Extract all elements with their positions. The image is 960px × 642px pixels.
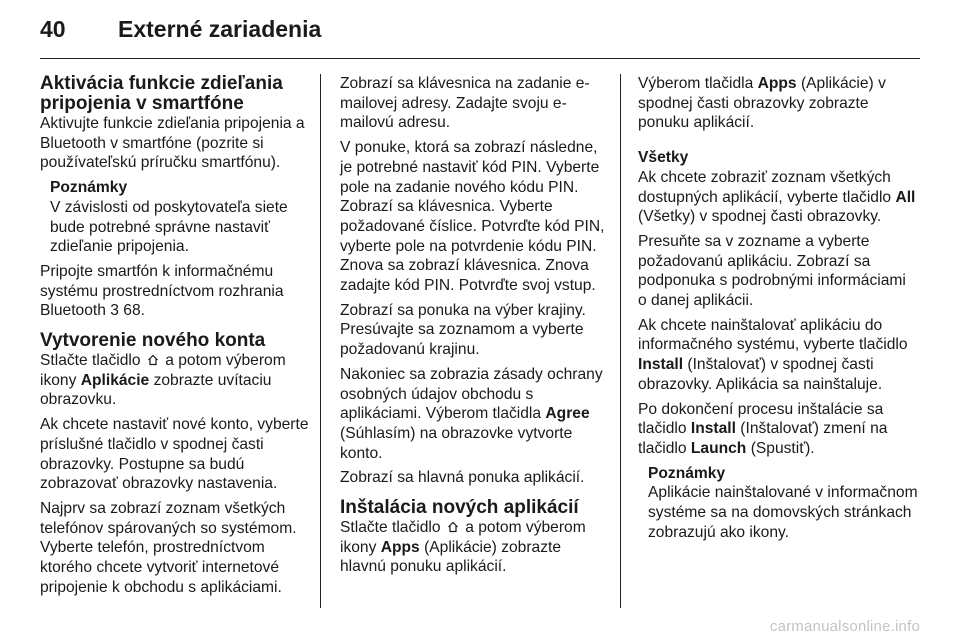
column-2	[340, 74, 610, 582]
bold-term: Install	[690, 420, 736, 438]
text: (Všetky) v spodnej časti obrazovky.	[638, 208, 882, 226]
paragraph: Ak chcete nastaviť nové konto, vyberte príslušné tlačidlo v spodnej časti obrazovky. Postupne sa budú zobrazovať obrazovky nastavenia.	[40, 416, 309, 493]
text: zobrazte uvítaciu obrazovku.	[40, 371, 272, 409]
paragraph: Aktivujte funkcie zdieľania pripojenia a Bluetooth v smartfóne (pozrite si používateľskú príručku smartfónu).	[40, 115, 305, 172]
page-ref: 68.	[123, 302, 145, 320]
text: (Aplikácie) v spodnej časti obrazovky zobrazte ponuku aplikácií.	[638, 75, 886, 132]
paragraph	[40, 262, 310, 321]
paragraph	[340, 365, 610, 464]
text: Pripojte smartfón k informačnému systému prostredníctvom rozhrania Bluetooth	[40, 262, 284, 320]
paragraph	[638, 400, 918, 459]
text: (Inštalovať) v spodnej časti obrazovky. Aplikácia sa nainštaluje.	[638, 356, 883, 393]
text: Po dokončení procesu inštalácie sa tlačidlo	[638, 400, 884, 438]
bold-term: Aplikácie	[80, 371, 150, 389]
paragraph: Najprv sa zobrazí zoznam všetkých telefónov spárovaných so systémom. Vyberte telefón, prostredníctvom ktorého chcete vytvoriť internetové pripojenie k obchodu s aplikáciami.	[40, 499, 297, 596]
column-3	[638, 74, 918, 547]
paragraph	[340, 518, 610, 577]
bold-term: Launch	[690, 439, 747, 457]
text: a potom výberom ikony	[340, 519, 586, 556]
bold-term: Agree	[545, 405, 590, 423]
note-block	[638, 464, 918, 543]
header-divider	[40, 58, 920, 59]
paragraph: Zobrazí sa hlavná ponuka aplikácií.	[340, 469, 585, 487]
section-heading-install: Inštalácia nových aplikácií	[340, 497, 579, 519]
text: Stlačte tlačidlo	[340, 519, 441, 537]
text: (Aplikácie) zobrazte hlavnú ponuku aplikácií.	[340, 538, 562, 576]
column-divider-2	[620, 74, 621, 608]
text: Stlačte tlačidlo	[40, 352, 141, 370]
note-title: Poznámky	[648, 464, 726, 482]
text: (Inštalovať) zmení na tlačidlo	[638, 420, 888, 457]
paragraph	[638, 316, 918, 395]
bold-term: Install	[638, 356, 684, 374]
bold-term: Apps	[757, 75, 797, 92]
text: Výberom tlačidla	[638, 75, 754, 92]
section-heading-activate: Aktivácia funkcie zdieľania pripojenia v smartfóne	[40, 73, 283, 114]
note-block	[40, 178, 310, 257]
text: a potom výberom ikony	[40, 352, 286, 389]
text: Ak chcete zobraziť zoznam všetkých dostupných aplikácií, vyberte tlačidlo	[638, 168, 892, 206]
page-title: Externé zariadenia	[118, 16, 322, 42]
watermark: carmanualsonline.info	[769, 618, 920, 635]
page-ref-arrow-icon: 3	[110, 302, 119, 320]
paragraph	[638, 168, 918, 227]
home-key-icon	[147, 354, 159, 366]
text: (Súhlasím) na obrazovke vytvorte konto.	[340, 424, 573, 462]
bold-term: All	[895, 188, 916, 206]
subsection-heading-all: Všetky	[638, 149, 689, 167]
paragraph	[40, 351, 310, 410]
note-title: Poznámky	[50, 179, 128, 197]
paragraph	[638, 74, 918, 133]
column-divider-1	[320, 74, 321, 608]
column-1	[40, 74, 310, 602]
page-number: 40	[40, 16, 66, 42]
bold-term: Apps	[380, 538, 420, 556]
paragraph: V ponuke, ktorá sa zobrazí následne, je potrebné nastaviť kód PIN. Vyberte pole na zadanie nového kódu PIN. Zobrazí sa klávesnica. Vyberte požadované číslice. Potvrďte kód PIN, vyberte pole na potvrdenie kódu PIN. Znova sa zobrazí klávesnica. Znova zadajte kód PIN. Potvrďte svoj vstup.	[340, 139, 605, 295]
home-key-icon	[447, 521, 459, 533]
paragraph: Zobrazí sa klávesnica na zadanie e-mailovej adresy. Zadajte svoju e-mailovú adresu.	[340, 75, 590, 132]
section-heading-account: Vytvorenie nového konta	[40, 330, 266, 352]
paragraph: Presuňte sa v zozname a vyberte požadovanú aplikáciu. Zobrazí sa podponuka s podrobnými informáciami o danej aplikácii.	[638, 232, 906, 310]
text: (Spustiť).	[750, 439, 815, 457]
text: Ak chcete nainštalovať aplikáciu do informačného systému, vyberte tlačidlo	[638, 316, 908, 354]
spacer	[638, 138, 918, 148]
note-text: V závislosti od poskytovateľa siete bude potrebné správne nastaviť zdieľanie pripojenia.	[50, 198, 288, 256]
text: Nakoniec sa zobrazia zásady ochrany osobných údajov obchodu s aplikáciami. Výberom tlačidla	[340, 365, 603, 423]
paragraph: Zobrazí sa ponuka na výber krajiny. Presúvajte sa zoznamom a vyberte požadovanú krajinu.	[340, 301, 586, 359]
note-text: Aplikácie nainštalované v informačnom systéme sa na domovských stránkach zobrazujú ako ikony.	[648, 484, 918, 541]
